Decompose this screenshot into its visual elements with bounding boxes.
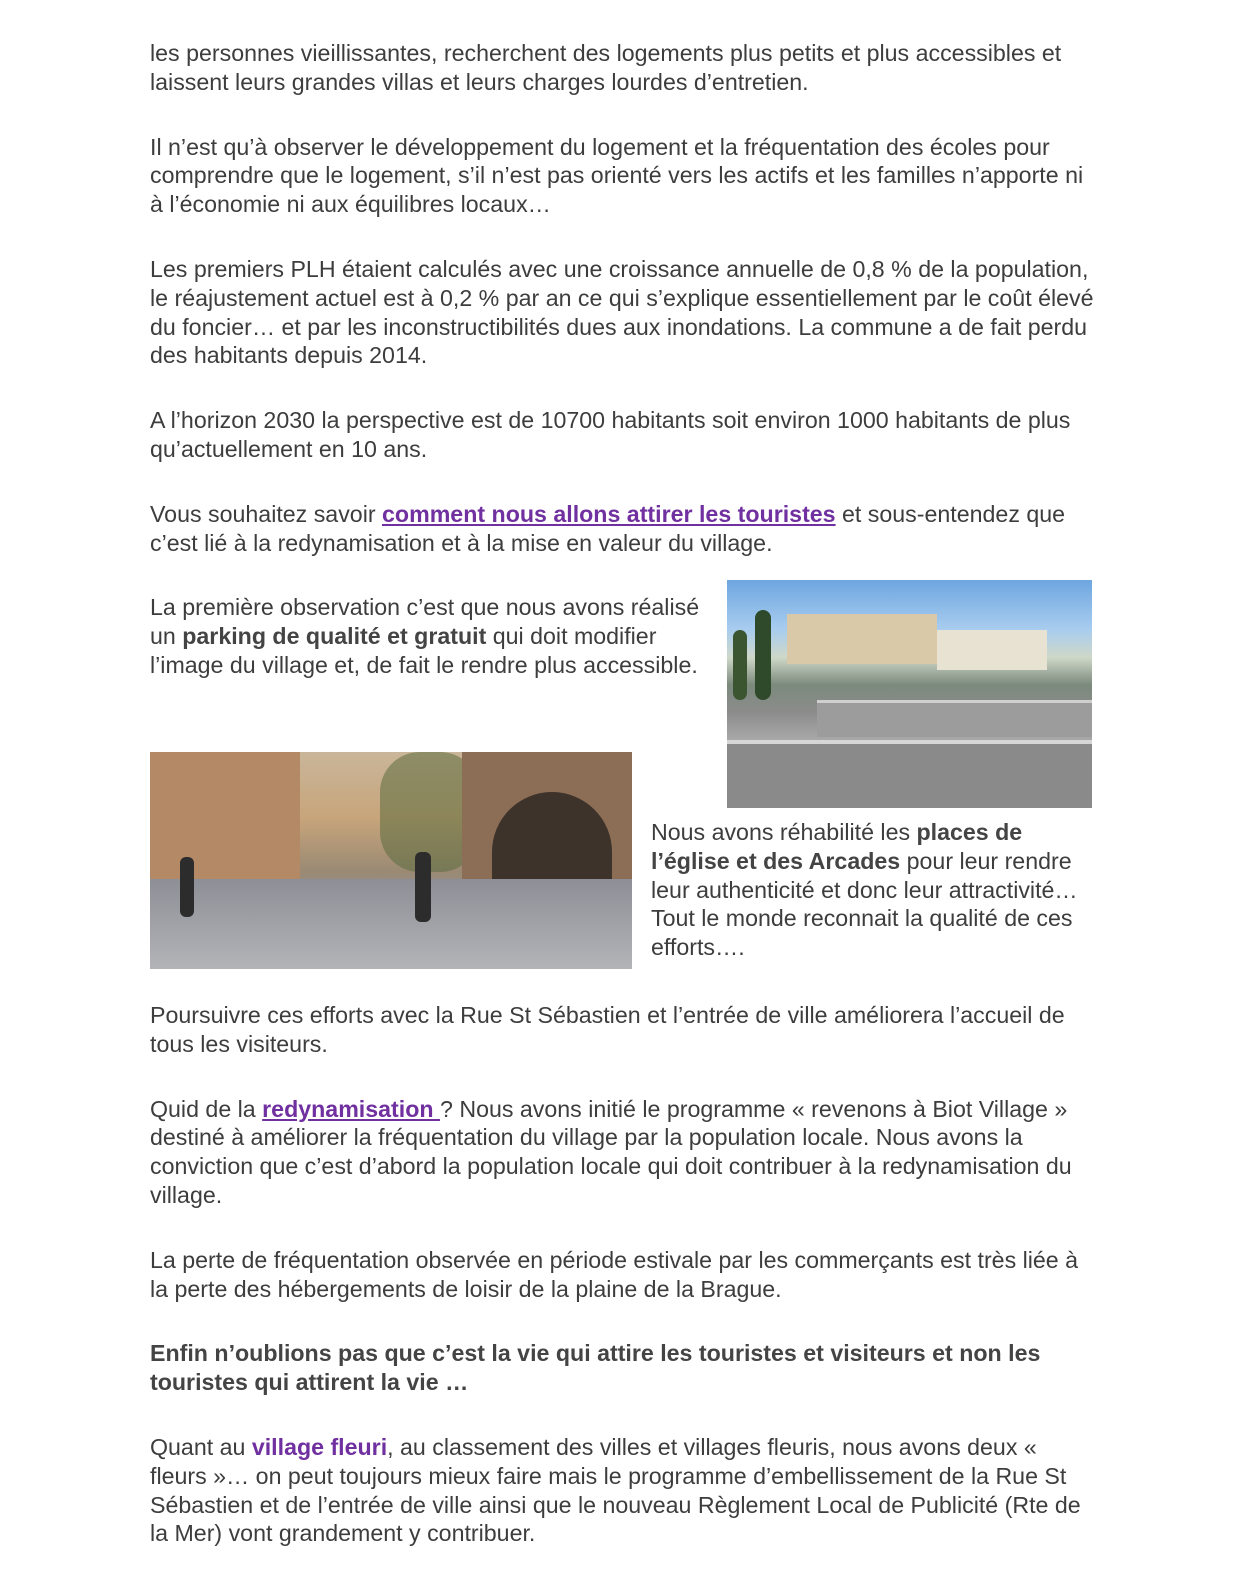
link-attract-tourists[interactable]: comment nous allons attirer les touristes xyxy=(382,500,836,527)
text-span: , au classement des villes et villages fleuris, nous avons deux « fleurs »… on peut toujours mieux faire mais le programme d’embellissement de la Rue St Sébastien et de l’entrée de ville ainsi que le nouveau Règlement Local de Publicité (Rte de la Mer) vont grandement y contribuer. xyxy=(150,1433,1081,1547)
paragraph-elderly-housing: les personnes vieillissantes, recherchent des logements plus petits et plus accessibles et laissent leurs grandes villas et leurs charges lourdes d’entretien. xyxy=(150,40,1062,95)
bold-places: places de l’église et des Arcades xyxy=(651,819,1023,874)
paragraph-housing-schools: Il n’est qu’à observer le développement du logement et la fréquentation des écoles pour comprendre que le logement, s’il n’est pas orienté vers les actifs et les familles n’apporte ni à l’économie ni aux équilibres locaux… xyxy=(150,133,1084,218)
paragraph-village-fleuri xyxy=(150,1433,1095,1548)
paragraph-tourists xyxy=(150,500,1095,558)
bold-parking: parking de qualité et gratuit xyxy=(182,623,487,650)
paragraph-parking xyxy=(150,593,710,679)
text-span: La première observation c’est que nous avons réalisé un xyxy=(150,594,700,650)
paragraph-redynamisation xyxy=(150,1095,1095,1210)
arcades-text-block xyxy=(651,818,1096,962)
paragraph-horizon-2030: A l’horizon 2030 la perspective est de 10700 habitants soit environ 1000 habitants de plus qu’actuellement en 10 ans. xyxy=(150,407,1071,462)
text-span: Quid de la xyxy=(150,1095,263,1122)
bold-conclusion: Enfin n’oublions pas que c’est la vie qui attire les touristes et visiteurs et non les touristes qui attirent la vie … xyxy=(150,1340,1041,1396)
bold-village-fleuri: village fleuri xyxy=(251,1433,388,1460)
paragraph-arcades xyxy=(651,818,1096,962)
paragraph-plh-growth: Les premiers PLH étaient calculés avec une croissance annuelle de 0,8 % de la population, le réajustement actuel est à 0,2 % par an ce qui s’explique essentiellement par le coût élevé du foncier… et par les inconstructibilités dues aux inondations. La commune a de fait perdu des habitants depuis 2014. xyxy=(150,255,1094,369)
paragraph-brague: La perte de fréquentation observée en période estivale par les commerçants est très liée à la perte des hébergements de loisir de la plaine de la Brague. xyxy=(150,1246,1079,1302)
document-body-lower xyxy=(150,1001,1095,1548)
parking-text-block xyxy=(150,593,710,679)
text-span: Nous avons réhabilité les xyxy=(651,819,917,845)
text-span: Vous souhaitez savoir xyxy=(150,500,383,527)
link-redynamisation[interactable]: redynamisation xyxy=(262,1095,440,1122)
text-span: ? Nous avons initié le programme « revenons à Biot Village » destiné à améliorer la fréquentation du village par la population locale. Nous avons la conviction que c’est d’abord la population locale qui doit contribuer à la redynamisation du village. xyxy=(150,1095,1072,1208)
parking-photo xyxy=(727,580,1092,808)
arcades-photo xyxy=(150,752,632,969)
paragraph-rue-st-sebastien: Poursuivre ces efforts avec la Rue St Sébastien et l’entrée de ville améliorera l’accueil de tous les visiteurs. xyxy=(150,1002,1065,1057)
text-span: Quant au xyxy=(150,1433,252,1460)
text-span: et sous-entendez que c’est lié à la redynamisation et à la mise en valeur du village. xyxy=(150,500,1066,556)
text-span: pour leur rendre leur authenticité et donc leur attractivité… Tout le monde reconnait la qualité de ces efforts…. xyxy=(651,847,1078,961)
paragraph-conclusion xyxy=(150,1339,1095,1397)
text-span: qui doit modifier l’image du village et, de fait le rendre plus accessible. xyxy=(150,623,698,678)
